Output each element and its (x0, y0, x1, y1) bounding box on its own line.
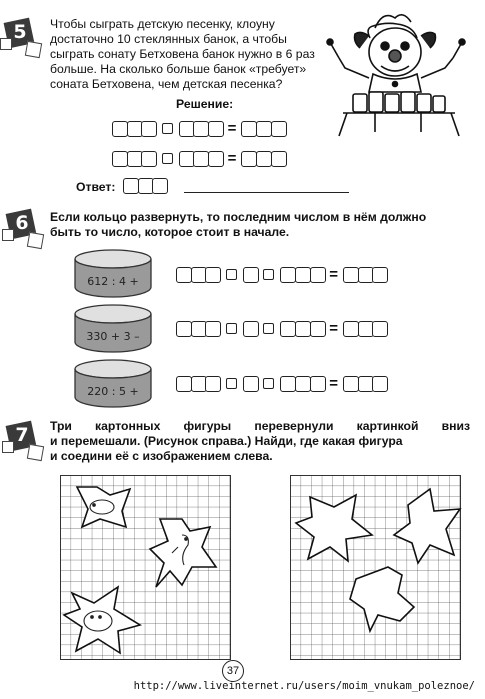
solution-row-1 (112, 120, 290, 137)
digit-box[interactable] (191, 267, 207, 283)
ring-1-label: 612 : 4 + (87, 275, 139, 288)
digit-box[interactable] (280, 267, 296, 283)
ring-1 (72, 247, 154, 303)
digit-box[interactable] (280, 376, 296, 392)
digit-box[interactable] (343, 321, 359, 337)
digit-box[interactable] (176, 376, 192, 392)
digit-box[interactable] (208, 121, 224, 137)
equals-sign: = (329, 320, 339, 337)
ring-1-equation (176, 266, 392, 283)
digit-box[interactable] (176, 321, 192, 337)
digit-box[interactable] (295, 376, 311, 392)
digit-box[interactable] (127, 151, 143, 167)
digit-box[interactable] (358, 321, 374, 337)
clown-illustration (325, 8, 475, 138)
right-grid (290, 475, 462, 661)
digit-box[interactable] (193, 151, 209, 167)
digit-box[interactable] (271, 151, 287, 167)
left-grid (60, 475, 232, 661)
answer-label: Ответ: (76, 180, 116, 194)
digit-box[interactable] (372, 376, 388, 392)
digit-box[interactable] (191, 321, 207, 337)
digit-box[interactable] (152, 178, 168, 194)
task-7-number: 7 (15, 424, 29, 446)
equals-sign: = (329, 375, 339, 392)
digit-box[interactable] (256, 121, 272, 137)
task-5-line: соната Бетховена, чем детская песенка? (50, 77, 283, 91)
task-5-text (50, 17, 332, 92)
digit-box[interactable] (208, 151, 224, 167)
task-7-line: и соедини её с изображением слева. (50, 449, 273, 463)
operator-box[interactable] (226, 378, 237, 389)
digit-box[interactable] (138, 178, 154, 194)
digit-box[interactable] (243, 267, 259, 283)
task-5-line: сыграть сонату Бетховена банок нужно в 6 раз (50, 47, 315, 61)
operator-box[interactable] (162, 123, 173, 134)
digit-box[interactable] (179, 121, 195, 137)
digit-box[interactable] (310, 267, 326, 283)
ring-3-label: 220 : 5 + (87, 385, 139, 398)
digit-box[interactable] (176, 267, 192, 283)
answer-line[interactable] (184, 192, 349, 193)
digit-box[interactable] (141, 151, 157, 167)
task-7-badge (8, 423, 44, 459)
solution-label: Решение: (176, 97, 234, 111)
digit-box[interactable] (295, 267, 311, 283)
task-5-line: больше. На сколько больше банок «требует» (50, 62, 307, 76)
digit-box[interactable] (295, 321, 311, 337)
operator-box[interactable] (263, 269, 274, 280)
ring-2-label: 330 + 3 – (86, 330, 140, 343)
task-5-line: достаточно 10 стеклянных банок, а чтобы (50, 32, 287, 46)
digit-box[interactable] (271, 121, 287, 137)
digit-box[interactable] (372, 267, 388, 283)
equals-sign: = (227, 150, 237, 167)
task-6-line: быть то число, которое стоит в начале. (50, 225, 290, 239)
digit-box[interactable] (358, 376, 374, 392)
digit-box[interactable] (141, 121, 157, 137)
task-5-line: Чтобы сыграть детскую песенку, клоуну (50, 17, 275, 31)
digit-box[interactable] (205, 376, 221, 392)
digit-box[interactable] (205, 267, 221, 283)
digit-box[interactable] (343, 267, 359, 283)
ring-3 (72, 357, 154, 413)
operator-box[interactable] (263, 323, 274, 334)
operator-box[interactable] (263, 378, 274, 389)
operator-box[interactable] (226, 323, 237, 334)
task-7-line: и перемешали. (Рисунок справа.) Найди, где какая фигура (50, 434, 403, 448)
page-number: 37 (222, 660, 244, 682)
task-6-number: 6 (15, 212, 29, 234)
digit-box[interactable] (112, 151, 128, 167)
digit-box[interactable] (310, 376, 326, 392)
equals-sign: = (329, 266, 339, 283)
digit-box[interactable] (241, 121, 257, 137)
footer-url[interactable]: http://www.liveinternet.ru/users/moim_vnukam_poleznoe/ (133, 680, 475, 692)
operator-box[interactable] (226, 269, 237, 280)
equals-sign: = (227, 120, 237, 137)
operator-box[interactable] (162, 153, 173, 164)
digit-box[interactable] (193, 121, 209, 137)
digit-box[interactable] (123, 178, 139, 194)
digit-box[interactable] (179, 151, 195, 167)
task-7-line: Три картонных фигуры перевернули картинкой вниз (50, 419, 470, 433)
digit-box[interactable] (205, 321, 221, 337)
task-5-number: 5 (13, 21, 27, 43)
digit-box[interactable] (243, 376, 259, 392)
task-6-badge (8, 211, 44, 247)
ring-3-equation (176, 375, 392, 392)
digit-box[interactable] (112, 121, 128, 137)
answer-boxes (123, 178, 172, 194)
digit-box[interactable] (191, 376, 207, 392)
ring-2 (72, 302, 154, 358)
digit-box[interactable] (372, 321, 388, 337)
ring-2-equation (176, 320, 392, 337)
digit-box[interactable] (343, 376, 359, 392)
digit-box[interactable] (127, 121, 143, 137)
task-5-badge (6, 20, 42, 56)
digit-box[interactable] (241, 151, 257, 167)
digit-box[interactable] (256, 151, 272, 167)
task-6-text (50, 210, 470, 240)
task-6-line: Если кольцо развернуть, то последним числом в нём должно (50, 210, 427, 224)
digit-box[interactable] (310, 321, 326, 337)
digit-box[interactable] (280, 321, 296, 337)
digit-box[interactable] (243, 321, 259, 337)
digit-box[interactable] (358, 267, 374, 283)
task-7-text (50, 419, 470, 464)
solution-row-2 (112, 150, 290, 167)
